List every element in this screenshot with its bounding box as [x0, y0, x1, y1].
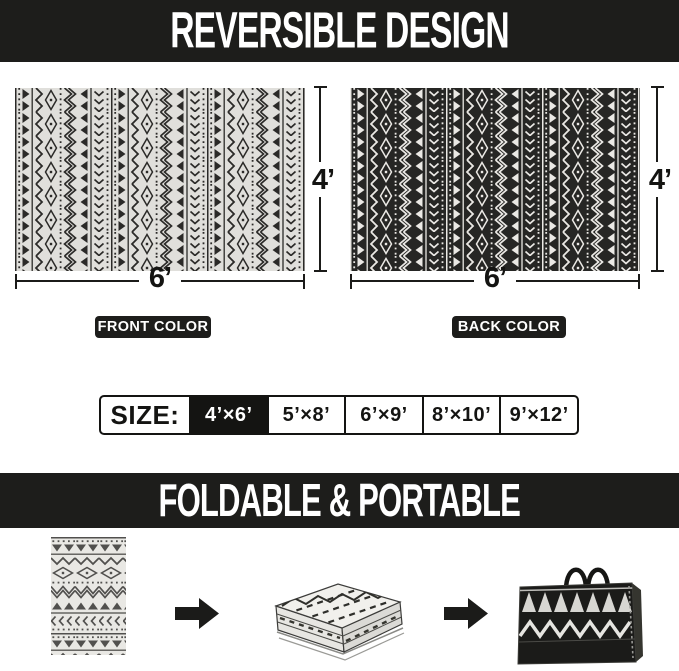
front-rug-image — [15, 88, 305, 271]
reversible-design-title: REVERSIBLE DESIGN — [170, 2, 509, 59]
size-option-5x8: 5’×8’ — [267, 397, 345, 433]
back-rug-width-dimension — [350, 261, 640, 298]
front-rug-width-label: 6’ — [148, 261, 172, 294]
arrow-right-icon — [444, 596, 488, 631]
back-color-badge-label: BACK COLOR — [457, 319, 561, 335]
back-rug-image — [350, 88, 640, 271]
size-option-4x6: 4’×6’ — [189, 397, 267, 433]
size-option-6x9: 6’×9’ — [344, 397, 422, 433]
front-color-badge-label: FRONT COLOR — [97, 319, 209, 335]
front-rug-height-label: 4’ — [311, 163, 335, 196]
size-title: SIZE: — [110, 399, 180, 430]
back-rug-height-label: 4’ — [648, 163, 672, 196]
front-rug-width-dimension — [15, 261, 305, 298]
reversible-design-banner — [0, 0, 679, 62]
flat-rug-icon — [51, 537, 126, 655]
foldable-portable-title: FOLDABLE & PORTABLE — [158, 474, 521, 526]
carry-bag-icon — [514, 552, 646, 669]
folded-rug-icon — [260, 576, 412, 668]
back-color-badge — [452, 316, 566, 338]
front-color-badge — [95, 316, 211, 338]
size-selector — [99, 395, 579, 435]
back-rug-width-label: 6’ — [483, 261, 507, 294]
size-option-9x12: 9’×12’ — [499, 397, 577, 433]
front-rug-height-dimension — [303, 86, 337, 272]
arrow-right-icon — [175, 596, 219, 631]
size-option-8x10: 8’×10’ — [422, 397, 500, 433]
foldable-portable-banner — [0, 473, 679, 528]
back-rug-height-dimension — [640, 86, 674, 272]
